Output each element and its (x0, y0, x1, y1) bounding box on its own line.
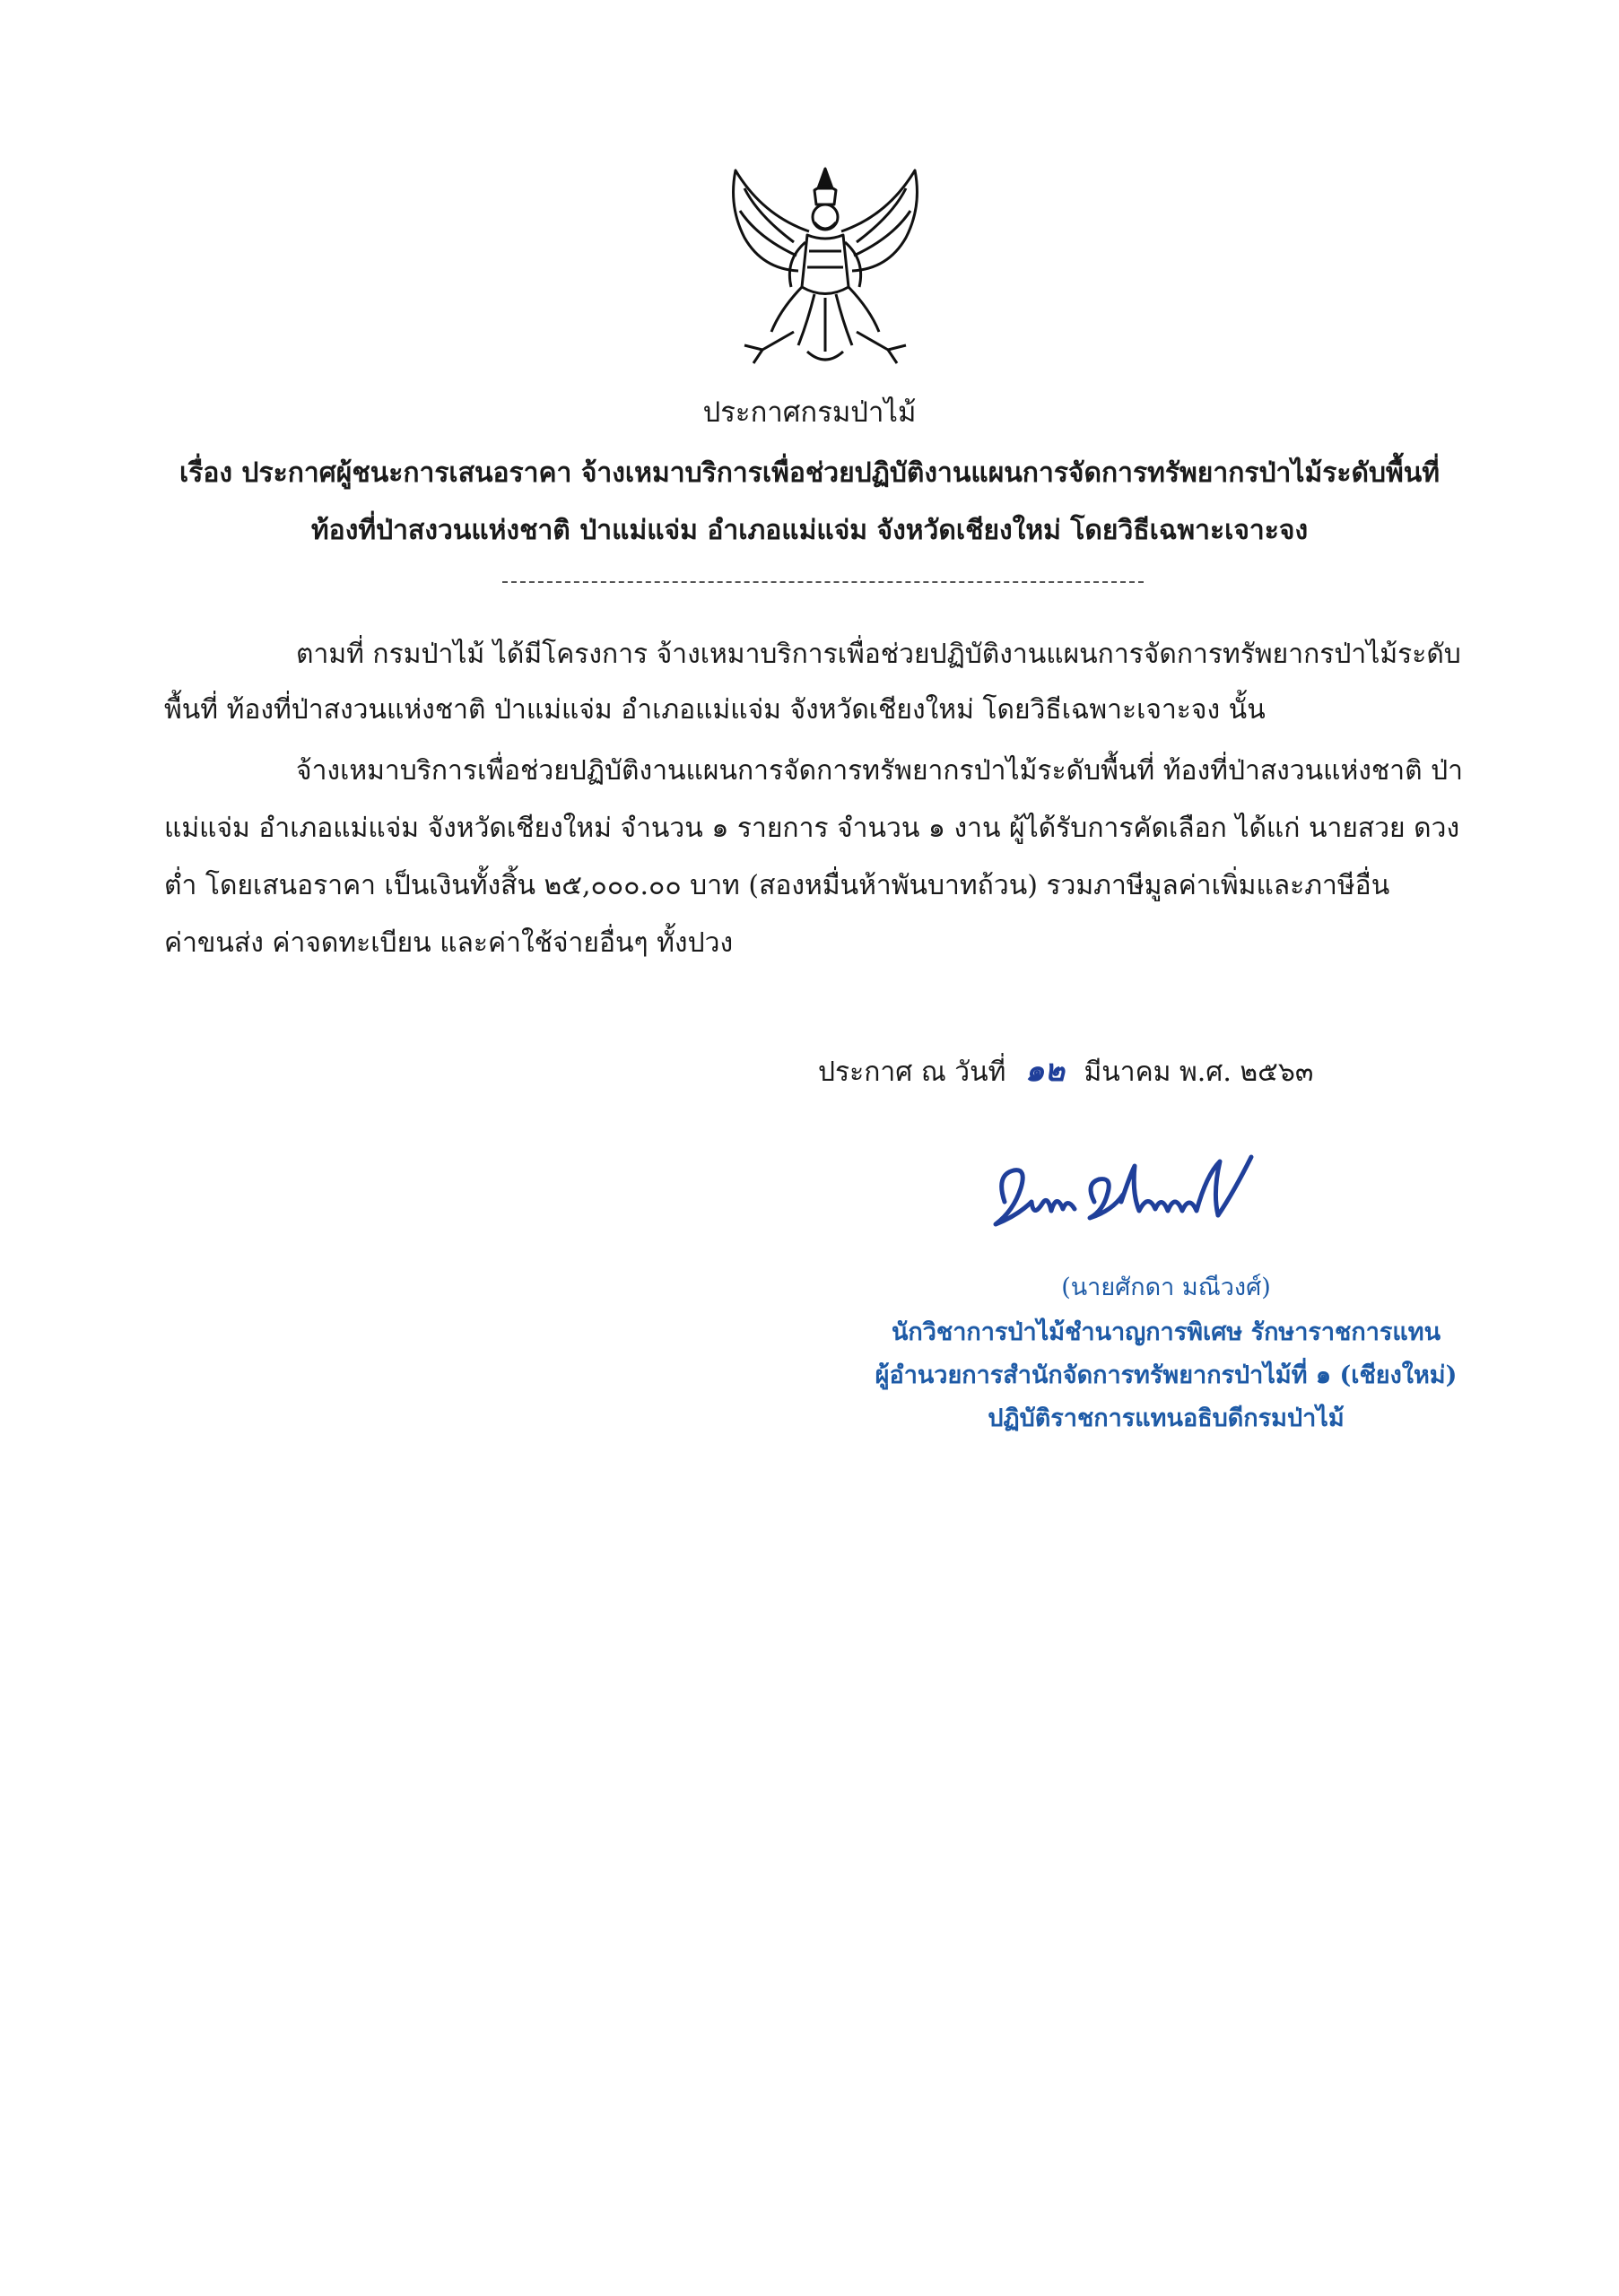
para2-line1: จ้างเหมาบริการเพื่อช่วยปฏิบัติงานแผนการจัดการทรัพยากรป่าไม้ระดับพื้นที่ ท้องที่ป่าสงวนแห่งชาติ ป่า (296, 755, 1464, 787)
signatory-position-1: นักวิชาการป่าไม้ชำนาญการพิเศษ รักษาราชการแทน (891, 1318, 1441, 1346)
signatory-position-3: ปฏิบัติราชการแทนอธิบดีกรมป่าไม้ (988, 1405, 1345, 1432)
para2-line3: ต่ำ โดยเสนอราคา เป็นเงินทั้งสิ้น ๒๕,๐๐๐.๐๐ บาท (สองหมื่นห้าพันบาทถ้วน) รวมภาษีมูลค่าเพิ่มและภาษีอื่น (164, 870, 1390, 901)
date-month-year: มีนาคม พ.ศ. ๒๕๖๓ (1084, 1057, 1314, 1088)
signature-image (978, 1139, 1274, 1247)
divider-line (502, 581, 1144, 583)
date-prefix: ประกาศ ณ วันที่ (818, 1057, 1006, 1088)
para1-line1: ตามที่ กรมป่าไม้ ได้มีโครงการ จ้างเหมาบริการเพื่อช่วยปฏิบัติงานแผนการจัดการทรัพยากรป่าไม้ระดับ (296, 639, 1461, 670)
subject-line-2: ท้องที่ป่าสงวนแห่งชาติ ป่าแม่แจ่ม อำเภอแม่แจ่ม จังหวัดเชียงใหม่ โดยวิธีเฉพาะเจาะจง (310, 515, 1309, 546)
garuda-emblem (709, 152, 942, 377)
para2-line2: แม่แจ่ม อำเภอแม่แจ่ม จังหวัดเชียงใหม่ จำนวน ๑ รายการ จำนวน ๑ งาน ผู้ได้รับการคัดเลือก ได้แก่ นายสวย ดวง (164, 813, 1460, 844)
para2-line4: ค่าขนส่ง ค่าจดทะเบียน และค่าใช้จ่ายอื่นๆ ทั้งปวง (164, 927, 734, 959)
date-day-handwritten: ๑๒ (1024, 1053, 1065, 1089)
para1-line2: พื้นที่ ท้องที่ป่าสงวนแห่งชาติ ป่าแม่แจ่ม อำเภอแม่แจ่ม จังหวัดเชียงใหม่ โดยวิธีเฉพาะเจาะจง นั้น (164, 694, 1266, 726)
announcement-date (818, 1051, 1313, 1092)
signatory-name: (นายศักดา มณีวงศ์) (1061, 1274, 1271, 1301)
subject-line-1: เรื่อง ประกาศผู้ชนะการเสนอราคา จ้างเหมาบริการเพื่อช่วยปฏิบัติงานแผนการจัดการทรัพยากรป่าไม้ระดับพื้นที่ (178, 457, 1441, 489)
signatory-position-2: ผู้อำนวยการสำนักจัดการทรัพยากรป่าไม้ที่ ๑ (เชียงใหม่) (875, 1361, 1458, 1389)
announcement-agency: ประกาศกรมป่าไม้ (702, 396, 917, 429)
